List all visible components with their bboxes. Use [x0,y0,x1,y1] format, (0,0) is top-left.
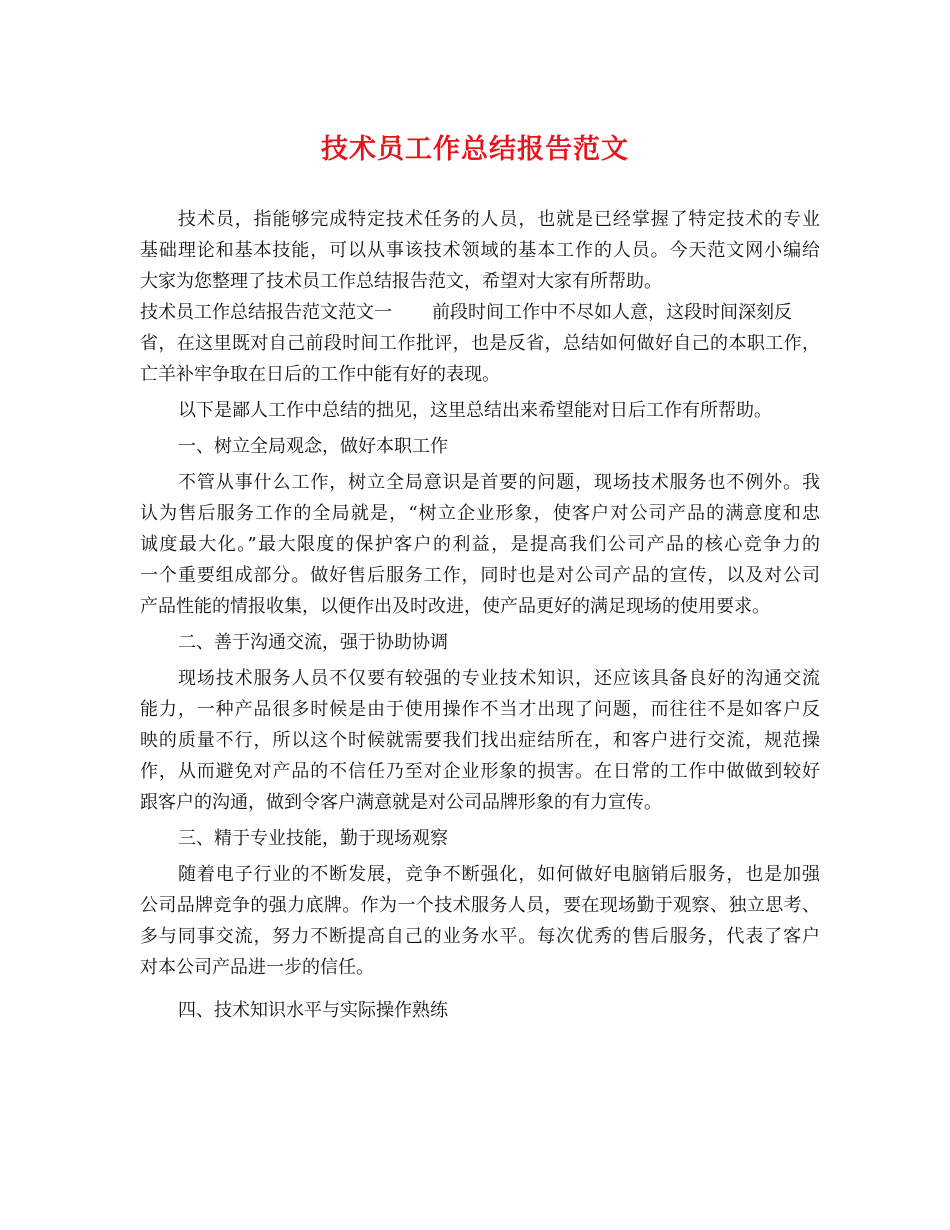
paragraph-line: 诚度最大化。”最大限度的保护客户的利益，是提高我们公司产品的核心竞争力的 [140,534,820,555]
section-heading: 技术员工作总结报告范文范文一 [140,302,392,323]
paragraph-line: 公司品牌竞争的强力底牌。作为一个技术服务人员，要在现场勤于观察、独立思考、 [140,895,820,916]
paragraph-line: 亡羊补牢争取在日后的工作中能有好的表现。 [140,364,500,385]
paragraph-line: 认为售后服务工作的全局就是，“树立企业形象，使客户对公司产品的满意度和忠 [140,503,820,524]
document-title: 技术员工作总结报告范文 [321,134,629,165]
paragraph-line: 作，从而避免对产品的不信任乃至对企业形象的损害。在日常的工作中做做到较好 [140,761,820,782]
section-heading: 一、树立全局观念，做好本职工作 [178,436,448,457]
section-heading: 三、精于专业技能，勤于现场观察 [178,828,448,849]
paragraph-line: 随着电子行业的不断发展，竞争不断强化，如何做好电脑销后服务，也是加强 [178,864,820,885]
paragraph-line: 产品性能的情报收集，以便作出及时改进，使产品更好的满足现场的使用要求。 [140,596,770,617]
paragraph-line: 映的质量不行，所以这个时候就需要我们找出症结所在，和客户进行交流，规范操 [140,730,820,751]
paragraph-line: 能力，一种产品很多时候是由于使用操作不当才出现了问题，而往往不是如客户反 [140,699,820,720]
paragraph-line: 大家为您整理了技术员工作总结报告范文，希望对大家有所帮助。 [140,271,662,292]
paragraph-line: 省，在这里既对自己前段时间工作批评，也是反省，总结如何做好自己的本职工作， [140,333,820,354]
paragraph-line: 技术员，指能够完成特定技术任务的人员，也就是已经掌握了特定技术的专业 [178,209,820,230]
paragraph-line: 对本公司产品进一步的信任。 [140,957,374,978]
paragraph-line: 以下是鄙人工作中总结的拙见，这里总结出来希望能对日后工作有所帮助。 [178,400,772,421]
section-heading: 二、善于沟通交流，强于协助协调 [178,632,448,653]
document-body [140,204,820,1026]
paragraph-line: 跟客户的沟通，做到令客户满意就是对公司品牌形象的有力宣传。 [140,792,662,813]
section-heading: 四、技术知识水平与实际操作熟练 [178,1000,448,1021]
paragraph-line: 基础理论和基本技能，可以从事该技术领域的基本工作的人员。今天范文网小编给 [140,240,820,261]
paragraph-line: 不管从事什么工作，树立全局意识是首要的问题，现场技术服务也不例外。我 [178,472,820,493]
paragraph-line: 一个重要组成部分。做好售后服务工作，同时也是对公司产品的宣传，以及对公司 [140,565,820,586]
paragraph-line: 现场技术服务人员不仅要有较强的专业技术知识，还应该具备良好的沟通交流 [178,668,820,689]
paragraph-line: 多与同事交流，努力不断提高自己的业务水平。每次优秀的售后服务，代表了客户 [140,926,820,947]
paragraph-text: 前段时间工作中不尽如人意，这段时间深刻反 [432,302,792,323]
paragraph-line [140,297,820,328]
